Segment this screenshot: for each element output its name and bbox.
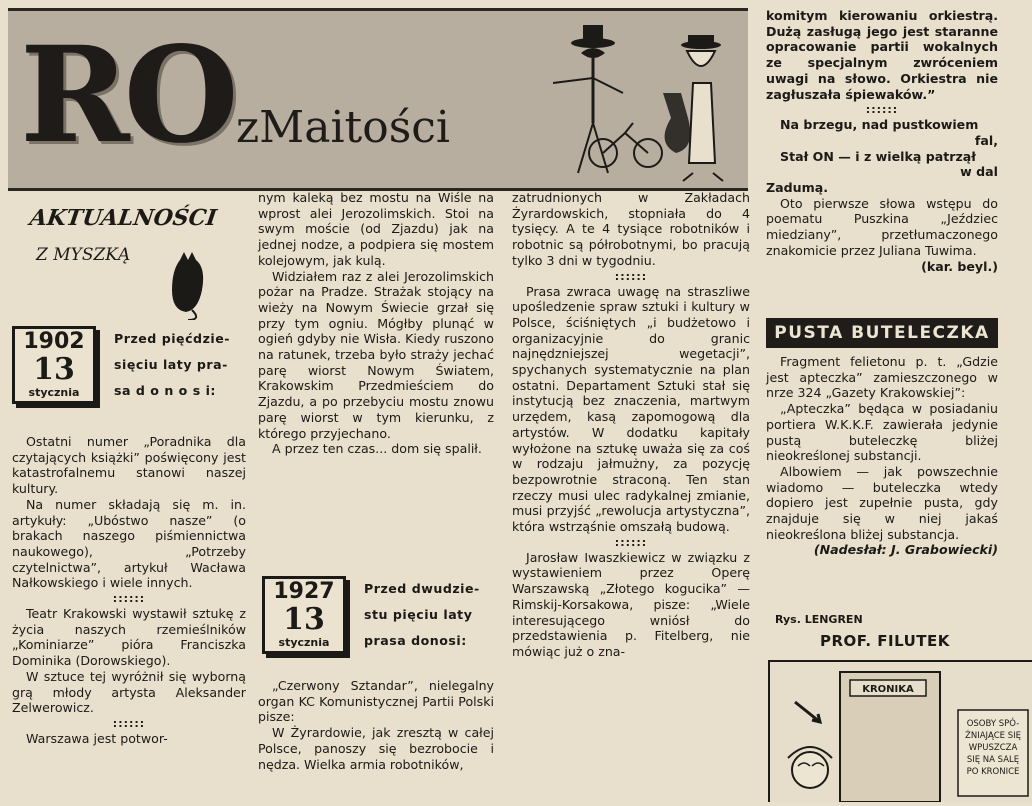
article-paragraph: Teatr Krakowski wystawił sztukę z życia naszych rzemieślników „Kominiarze” pióra Franciszka Dominika (Dorowskiego). [12,606,246,669]
aktualnosci-header [30,195,230,325]
arrow-icon [795,702,820,722]
column-4 [766,8,998,274]
cartoon-title: PROF. FILUTEK [820,632,950,650]
date-intro-line: prasa donosi: [364,633,467,648]
article-paragraph: nym kaleką bez mostu na Wiśle na wprost alei Jerozolimskich. Stoi na swym moście (od Zjazdu) jak na jednej nodze, a podpiera się mostem kolejowym, jak kulą. [258,190,494,268]
cartoon-panel [768,660,1032,802]
notice-line: OSOBY SPÓ- [966,719,1020,729]
notice-line: WPUSZCZA [968,743,1018,753]
kronika-sign: KRONIKA [862,684,914,695]
cartoon-figure-illustration [553,23,743,183]
article-paragraph: Oto pierwsze słowa wstępu do poematu Puszkina „Jeździec miedziany”, przetłumaczonego znakomicie przez Juliana Tuwima. [766,195,998,258]
date-intro-text [114,326,230,404]
aktualnosci-subtitle: Z MYSZKĄ [36,245,131,265]
notice-line: SIĘ NA SALĘ [966,755,1020,765]
date-card-1902 [12,326,96,404]
cartoon-credit: Rys. LENGREN [775,613,863,626]
masthead-banner [8,8,748,191]
notice-line: PO KRONICE [966,767,1020,777]
pusta-buteleczka-header: PUSTA BUTELECZKA [766,318,998,348]
column-1 [12,434,246,747]
author-signature: (Nadesłał: J. Grabowiecki) [813,542,998,558]
ro-logo: RO [20,18,233,173]
date-card-1927 [262,576,346,654]
aktualnosci-title: AKTUALNOŚCI [28,205,219,231]
date-intro-text [364,576,480,654]
article-paragraph: zatrudnionych w Zakładach Żyrardowskich, stopniała do 4 tysięcy. A te 4 tysiące robotników i robotnic są półrobotnymi, bo pracują tylko 3 dni w tygodniu. [512,190,750,268]
article-paragraph: Albowiem — jak powszechnie wiadomo — buteleczka wtedy dopiero jest zupełnie pusta, gdy znajduje się w niej jakaś nieokreślona bliżej substancja. [766,463,998,542]
section-separator: :::::: [614,535,648,549]
article-paragraph: A przez ten czas... dom się spalił. [272,441,482,457]
article-paragraph: Prasa zwraca uwagę na straszliwe upośledzenie spraw sztuki i kultury w Polsce, ściśniętych „i budżetowo i organizacyjnie do granic najnędzniejszej wegetacji”, spychanych systematycznie na plan ostatni. Departament Sztuki stał się instytucją bez znaczenia, martwym urzędem, kasą zapomogową dla artystów. W dodatku kapitały wyłożone na sztukę uważa się za coś w rodzaju jałmużny, za pozycję bezpowrotnie straconą. Ten stan rzeczy musi ulec radykalnej zmianie, musi przyjść „rewolucja artystyczna”, która wstrząśnie omszałą budową. [512,283,750,535]
date-intro-line: sa d o n o s i: [114,383,216,398]
poem-line: Na brzegu, nad pustkowiem [780,117,979,133]
date-year: 1902 [23,329,85,354]
date-intro-line: stu pięciu laty [364,607,473,622]
column-2 [258,190,494,457]
masthead-subtitle: zMaitości [236,102,451,153]
article-paragraph: Warszawa jest potwor- [26,730,168,746]
date-box-1927 [262,576,480,654]
date-month: stycznia [278,636,330,649]
section-separator: :::::: [112,716,146,730]
poem-line: fal, [974,132,998,148]
date-intro-line: Przed dwudzie- [364,581,480,596]
article-paragraph: komitym kierowaniu orkiestrą. Dużą zasługą jego jest staranne opracowanie partii wokalnych ze specjalnym zwróceniem uwagi na słowo. Orkiestra nie zagłuszała śpiewaków.” [766,8,998,102]
date-day: 13 [33,352,75,387]
article-paragraph: „Czerwony Sztandar”, nielegalny organ KC Komunistycznej Partii Polski pisze: [258,678,494,725]
date-box-1902 [12,326,230,404]
date-day: 13 [283,602,325,637]
article-paragraph: Fragment felietonu p. t. „Gdzie jest apteczka” zamieszczonego w nrze 324 „Gazety Krakowskiej”: [766,354,998,401]
section-separator: :::::: [865,103,899,117]
date-month: stycznia [28,386,80,399]
article-paragraph: W sztuce tej wyróżnił się wyborną grą młody artysta Aleksander Zelwerowicz. [12,668,246,716]
section-separator: :::::: [112,592,146,606]
column-4-lower [766,354,998,558]
poem-line: w dal [960,164,998,180]
section-separator: :::::: [614,269,648,283]
date-year: 1927 [273,579,335,604]
date-intro-line: sięciu laty pra- [114,357,228,372]
article-paragraph: Jarosław Iwaszkiewicz w związku z wystawieniem przez Operę Warszawską „Złotego kogucika” — Rimskij-Korsakowa, pisze: „Wiele interesującego wniósł do przedstawienia p. Fitelberg, nie mówiąc już o zna- [512,549,750,659]
article-paragraph: Na numer składają się m. in. artykuły: „Ubóstwo nasze” (o brakach naszego piśmiennictwa naukowego), „Potrzeby czytelnictwa”, artykuł Wacława Nałkowskiego i wiele innych. [12,496,246,591]
article-paragraph: Ostatni numer „Poradnika dla czytających książki” poświęcony jest katastrofalnemu stanowi naszej kultury. [12,434,246,497]
article-paragraph: W Żyrardowie, jak zresztą w całej Polsce, panoszy się bezrobocie i nędza. Wielka armia robotników, [258,725,494,772]
notice-line: ŹNIAJĄCE SIĘ [965,731,1021,741]
article-paragraph: „Apteczka” będąca w posiadaniu portiera W.K.K.F. zawierała jedynie pustą buteleczkę bliżej nieokreślonej substancji. [766,401,998,464]
poem-line: Stał ON — i z wielką patrzął [780,148,976,164]
date-intro-line: Przed pięćdzie- [114,331,230,346]
poem-line: Zadumą. [766,180,829,196]
mouse-icon [170,250,210,320]
article-paragraph: Widziałem raz z alei Jerozolimskich pożar na Pradze. Strażak stojący na wieży na Nowym Świecie grzał się przy tym ogniu. Mógłby plunąć w ogień gdyby nie Wisła. Kiedy ruszono na ratunek, trzeba było straży jechać parę wiorst Nowym Światem, Krakowskim Przedmieściem do Zjazdu, a po przebyciu mostu znowu parę wiorst w tym kierunku, z którego przyjechano. [258,268,494,441]
column-3 [512,190,750,660]
cartoon-illustration [770,662,1032,802]
column-2-lower [258,678,494,772]
author-signature: (kar. beyl.) [921,258,998,274]
